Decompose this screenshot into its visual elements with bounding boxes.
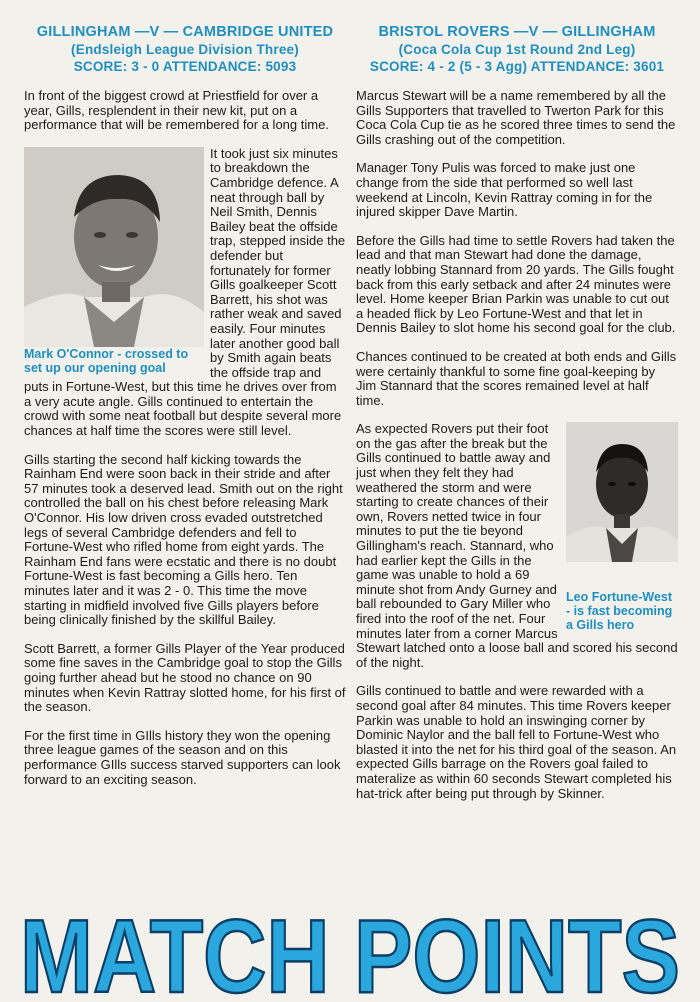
player-portrait-image xyxy=(24,147,204,347)
left-article-header xyxy=(24,24,346,75)
right-article xyxy=(356,24,678,815)
right-article-body xyxy=(356,89,678,801)
left-paragraph-4: Scott Barrett, a former Gills Player of the Year produced some fine saves in the Cambridge goal to stop the Gills going further ahead but he stood no chance on 90 minutes when Kevin Rattray slotted home, for his first of the season. xyxy=(24,640,346,715)
right-article-header xyxy=(356,24,678,75)
mark-oconnor-caption: Mark O'Connor - crossed to set up our opening goal xyxy=(24,346,189,375)
right-match-title: BRISTOL ROVERS —V — GILLINGHAM xyxy=(378,24,656,40)
left-article-body xyxy=(24,89,346,787)
right-paragraph-5: As expected Rovers put their foot on the gas after the break but the Gills continued to battle away and just when they felt they had weathered the storm and were starting to create chances of their own, Rovers netted twice in four minutes to put the tie beyond Gillingham's reach. Stannard, who had earlier kept the Gills in the game was unable to hold a 69 minute shot from Andy Gurney and ball rebounded to Gary Miller who fired into the roof of the net. Four minutes later from a corner Marcus Stewart latched onto a loose ball and scored his second of the night. xyxy=(356,421,678,670)
left-paragraph-5: For the first time in GIlls history they won the opening three league games of the season and on this performance GIlls success starved supporters can look forward to an exciting season. xyxy=(24,727,341,787)
right-competition: (Coca Cola Cup 1st Round 2nd Leg) xyxy=(398,42,636,57)
left-paragraph-2: It took just six minutes to breakdown the Cambridge defence. A neat through ball by Neil Smith, Dennis Bailey beat the offside trap, stepped inside the defender but fortunately for former Gills goalkeeper Scott Barrett, his shot was rather weak and saved easily. Four minutes later another good ball by Smith again beats the offside trap and puts in Fortune-West, but this time he drives over from a very acute angle. Gills continued to entertain the crowd with some neat football but despite several more chances at half time the scores were still level. xyxy=(24,145,346,439)
left-paragraph-3: Gills starting the second half kicking towards the Rainham End were soon back in their stride and after 57 minutes took a deserved lead. Smith out on the right controlled the ball on his chest before releasing Mark O'Connor. His low driven cross evaded outstretched legs of several Cambridge defenders and fell to Fortune-West who rifled home from eight yards. The Rainham End fans were ecstatic and there is no doubt Fortune-West is fast becoming a Gills hero. Ten minutes later and it was 2 - 0. This time the move starting in midfield involved five Gills players before being clinically finished by the skillful Bailey. xyxy=(24,451,343,628)
right-paragraph-2: Manager Tony Pulis was forced to make just one change from the side that performed so well last weekend at Lincoln, Kevin Rattray coming in for the injured skipper Dave Martin. xyxy=(356,160,653,220)
right-paragraph-4: Chances continued to be created at both ends and Gills were certainly thankful to some fine goal-keeping by Jim Stannard that the scores remained level at half time. xyxy=(356,348,677,408)
mark-oconnor-photo xyxy=(24,147,204,375)
match-points-title: MATCH POINTS xyxy=(20,899,680,1002)
left-paragraph-1: In front of the biggest crowd at Priestfield for over a year, Gills, resplendent in their new kit, put on a performance that will be remembered for a long time. xyxy=(24,88,329,133)
player-portrait-image xyxy=(566,422,678,562)
match-points-banner xyxy=(0,892,700,1002)
right-paragraph-1: Marcus Stewart will be a name remembered by all the Gills Supporters that travelled to Twerton Park for this Coca Cola Cup tie as he scored three times to send the Gills crashing out of the competition. xyxy=(356,88,676,147)
right-paragraph-3: Before the Gills had time to settle Rovers had taken the lead and that man Stewart had done the damage, neatly lobbing Stannard from 20 yards. The Gills fought back from this early setback and after 24 minutes were level. Home keeper Brian Parkin was unable to cut out a headed flick by Leo Fortune-West and that let in Dennis Bailey to slot home his second goal for the club. xyxy=(356,232,676,336)
right-paragraph-6: Gills continued to battle and were rewarded with a second goal after 84 minutes. This time Rovers keeper Parkin was unable to hold an inswinging corner by Dominic Naylor and the ball fell to Fortune-West who blasted it into the net for his third goal of the season. An expected Gills barrage on the Rovers goal failed to materalize as within 60 seconds Stewart completed his hat-trick after being put through by Skinner. xyxy=(356,683,677,801)
left-match-title: GILLINGHAM —V — CAMBRIDGE UNITED xyxy=(36,24,334,40)
leo-fortune-west-photo xyxy=(566,422,678,632)
right-score-attendance: SCORE: 4 - 2 (5 - 3 Agg) ATTENDANCE: 3601 xyxy=(369,59,665,74)
left-score-attendance: SCORE: 3 - 0 ATTENDANCE: 5093 xyxy=(73,59,297,74)
left-article xyxy=(24,24,346,801)
left-competition: (Endsleigh League Division Three) xyxy=(71,42,299,57)
leo-fortune-west-caption: Leo Fortune-West - is fast becoming a Gills hero xyxy=(566,590,673,633)
